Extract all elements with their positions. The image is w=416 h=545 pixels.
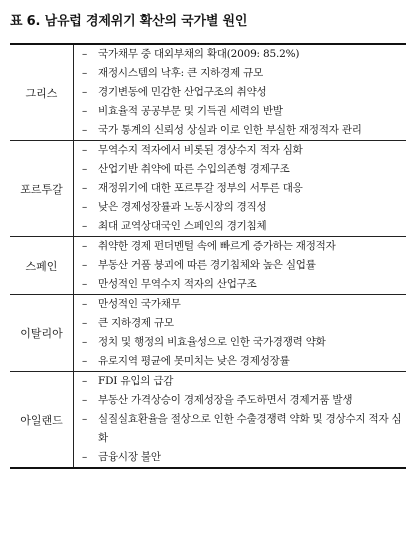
dash-bullet: – (82, 182, 88, 194)
dash-bullet: – (82, 451, 88, 463)
cause-text: 경기변동에 민감한 산업구조의 취약성 (98, 86, 267, 98)
cause-text: 국가 통계의 신뢰성 상실과 이로 인한 부실한 재정적자 관리 (98, 124, 362, 136)
dash-bullet: – (82, 220, 88, 232)
country-row (10, 295, 406, 372)
cause-item (82, 198, 406, 217)
cause-item (82, 160, 406, 179)
table-title: 표 6. 남유럽 경제위기 확산의 국가별 원인 (10, 14, 248, 29)
cause-list (74, 141, 407, 237)
cause-item (82, 333, 406, 352)
dash-bullet: – (82, 278, 88, 290)
cause-text: 유로지역 평균에 못미치는 낮은 경제성장률 (98, 355, 290, 367)
dash-bullet: – (82, 259, 88, 271)
dash-bullet: – (82, 317, 88, 329)
cause-item (82, 448, 406, 467)
country-name: 아일랜드 (10, 372, 74, 469)
cause-item (82, 141, 406, 160)
cause-item (82, 295, 406, 314)
cause-text: 만성적인 무역수지 적자의 산업구조 (98, 278, 257, 290)
dash-bullet: – (82, 394, 88, 406)
cause-text: 최대 교역상대국인 스페인의 경기침체 (98, 220, 267, 232)
country-row (10, 237, 406, 295)
dash-bullet: – (82, 163, 88, 175)
dash-bullet: – (82, 48, 88, 60)
dash-bullet: – (82, 144, 88, 156)
table-body (10, 44, 406, 468)
cause-item (82, 275, 406, 294)
cause-list (74, 372, 407, 469)
cause-item (82, 256, 406, 275)
country-row (10, 372, 406, 469)
country-row (10, 44, 406, 141)
cause-text: 취약한 경제 펀더멘털 속에 빠르게 증가하는 재정적자 (98, 240, 336, 252)
cause-item (82, 102, 406, 121)
cause-text: 정치 및 행정의 비효율성으로 인한 국가경쟁력 약화 (98, 336, 326, 348)
cause-text: 재정위기에 대한 포르투갈 정부의 서투른 대응 (98, 182, 303, 194)
cause-text: FDI 유입의 급감 (98, 375, 174, 387)
cause-text: 산업기반 취약에 따른 수입의존형 경제구조 (98, 163, 290, 175)
cause-item (82, 237, 406, 256)
cause-text: 부동산 가격상승이 경제성장을 주도하면서 경제거품 발생 (98, 394, 353, 406)
cause-item (82, 410, 406, 448)
cause-item (82, 121, 406, 140)
cause-item (82, 45, 406, 64)
cause-text: 재정시스템의 낙후: 큰 지하경제 규모 (98, 67, 264, 79)
cause-list (74, 44, 407, 141)
dash-bullet: – (82, 124, 88, 136)
dash-bullet: – (82, 298, 88, 310)
country-row (10, 141, 406, 237)
country-name: 그리스 (10, 44, 74, 141)
dash-bullet: – (82, 413, 88, 425)
cause-text: 무역수지 적자에서 비롯된 경상수지 적자 심화 (98, 144, 303, 156)
dash-bullet: – (82, 105, 88, 117)
dash-bullet: – (82, 240, 88, 252)
dash-bullet: – (82, 375, 88, 387)
cause-item (82, 217, 406, 236)
cause-text: 낮은 경제성장률과 노동시장의 경직성 (98, 201, 267, 213)
dash-bullet: – (82, 336, 88, 348)
cause-item (82, 391, 406, 410)
cause-item (82, 64, 406, 83)
causes-table (10, 43, 406, 469)
cause-item (82, 83, 406, 102)
cause-text: 실질실효환율을 절상으로 인한 수출경쟁력 약화 및 경상수지 적자 심화 (98, 413, 402, 444)
cause-list (74, 237, 407, 295)
dash-bullet: – (82, 67, 88, 79)
cause-item (82, 314, 406, 333)
cause-item (82, 352, 406, 371)
cause-item (82, 179, 406, 198)
cause-list (74, 295, 407, 372)
country-name: 이탈리아 (10, 295, 74, 372)
country-name: 스페인 (10, 237, 74, 295)
cause-text: 금융시장 불안 (98, 451, 161, 463)
cause-text: 국가채무 중 대외부채의 확대(2009: 85.2%) (98, 48, 300, 60)
cause-item (82, 372, 406, 391)
cause-text: 부동산 거품 붕괴에 따른 경기침체와 높은 실업률 (98, 259, 316, 271)
cause-text: 큰 지하경제 규모 (98, 317, 174, 329)
cause-text: 만성적인 국가채무 (98, 298, 181, 310)
dash-bullet: – (82, 201, 88, 213)
country-name: 포르투갈 (10, 141, 74, 237)
dash-bullet: – (82, 86, 88, 98)
dash-bullet: – (82, 355, 88, 367)
cause-text: 비효율적 공공부문 및 기득권 세력의 반발 (98, 105, 283, 117)
